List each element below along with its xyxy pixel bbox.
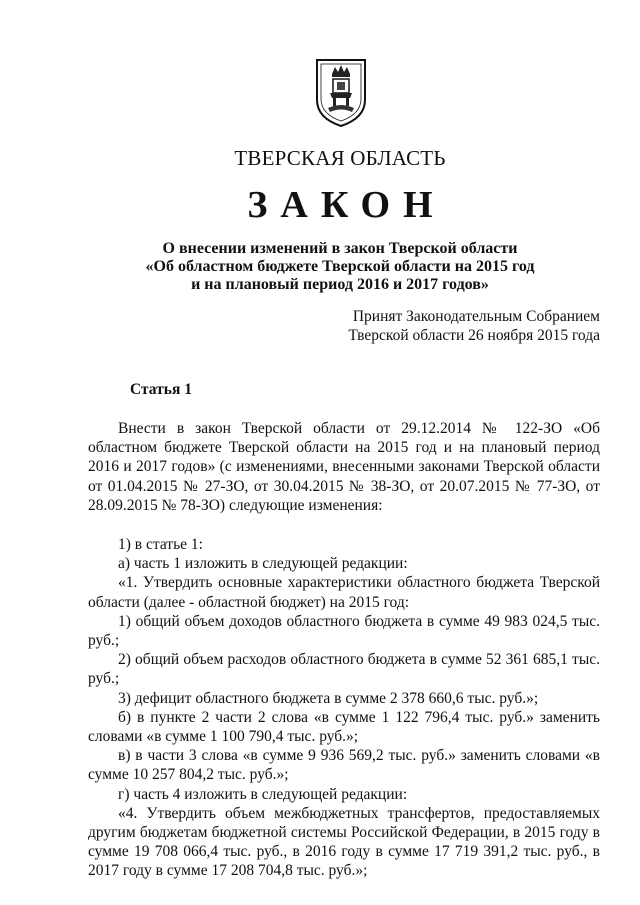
subtitle-line: «Об областном бюджете Тверской области на 2015 год	[145, 258, 535, 275]
paragraph: «1. Утвердить основные характеристики областного бюджета Тверской области (далее - областной бюджет) на 2015 год:	[88, 574, 600, 611]
region-name: ТВЕРСКАЯ ОБЛАСТЬ	[234, 146, 446, 170]
paragraph: а) часть 1 изложить в следующей редакции:	[118, 555, 408, 573]
paragraph: 2) общий объем расходов областного бюджета в сумме 52 361 685,1 тыс. руб.;	[88, 651, 600, 688]
paragraph: «4. Утвердить объем межбюджетных трансфертов, предоставляемых другим бюджетам бюджетной системы Российской Федерации, в 2015 году в сумме 19 708 066,4 тыс. руб., в 2016 году в сумме 17 719 391,2 тыс. руб., в 2017 году в сумме 17 208 704,8 тыс. руб.»;	[88, 804, 600, 880]
paragraph: 1) в статье 1:	[118, 536, 203, 554]
article-heading: Статья 1	[130, 381, 192, 398]
paragraph: Внести в закон Тверской области от 29.12.2014 № 122-ЗО «Об областном бюджете Тверской области на 2015 год и на плановый период 2016 и 2017 годов» (с изменениями, внесенными законами Тверской области от 01.04.2015 № 27-ЗО, от 30.04.2015 № 38-ЗО, от 20.07.2015 № 77-ЗО, от 28.09.2015 № 78-ЗО) следующие изменения:	[88, 420, 600, 514]
coat-of-arms-emblem	[313, 56, 369, 128]
paragraph: г) часть 4 изложить в следующей редакции:	[118, 785, 408, 803]
paragraph: в) в части 3 слова «в сумме 9 936 569,2 тыс. руб.» заменить словами «в сумме 10 257 804,2 тыс. руб.»;	[88, 747, 600, 784]
adoption-line: Тверской области 26 ноября 2015 года	[348, 327, 600, 344]
subtitle-line: О внесении изменений в закон Тверской области	[162, 240, 518, 257]
paragraph: 3) дефицит областного бюджета в сумме 2 378 660,6 тыс. руб.»;	[118, 689, 539, 707]
article-body	[88, 419, 600, 881]
paragraph: 1) общий объем доходов областного бюджета в сумме 49 983 024,5 тыс. руб.;	[88, 612, 600, 650]
subtitle-line: и на плановый период 2016 и 2017 годов»	[191, 276, 489, 293]
document-title: ЗАКОН	[247, 184, 446, 226]
paragraph: б) в пункте 2 части 2 слова «в сумме 1 122 796,4 тыс. руб.» заменить словами «в сумме 1 100 790,4 тыс. руб.»;	[88, 708, 600, 746]
adoption-note	[300, 307, 600, 345]
adoption-line: Принят Законодательным Собранием	[352, 308, 600, 325]
law-subtitle	[110, 240, 570, 294]
